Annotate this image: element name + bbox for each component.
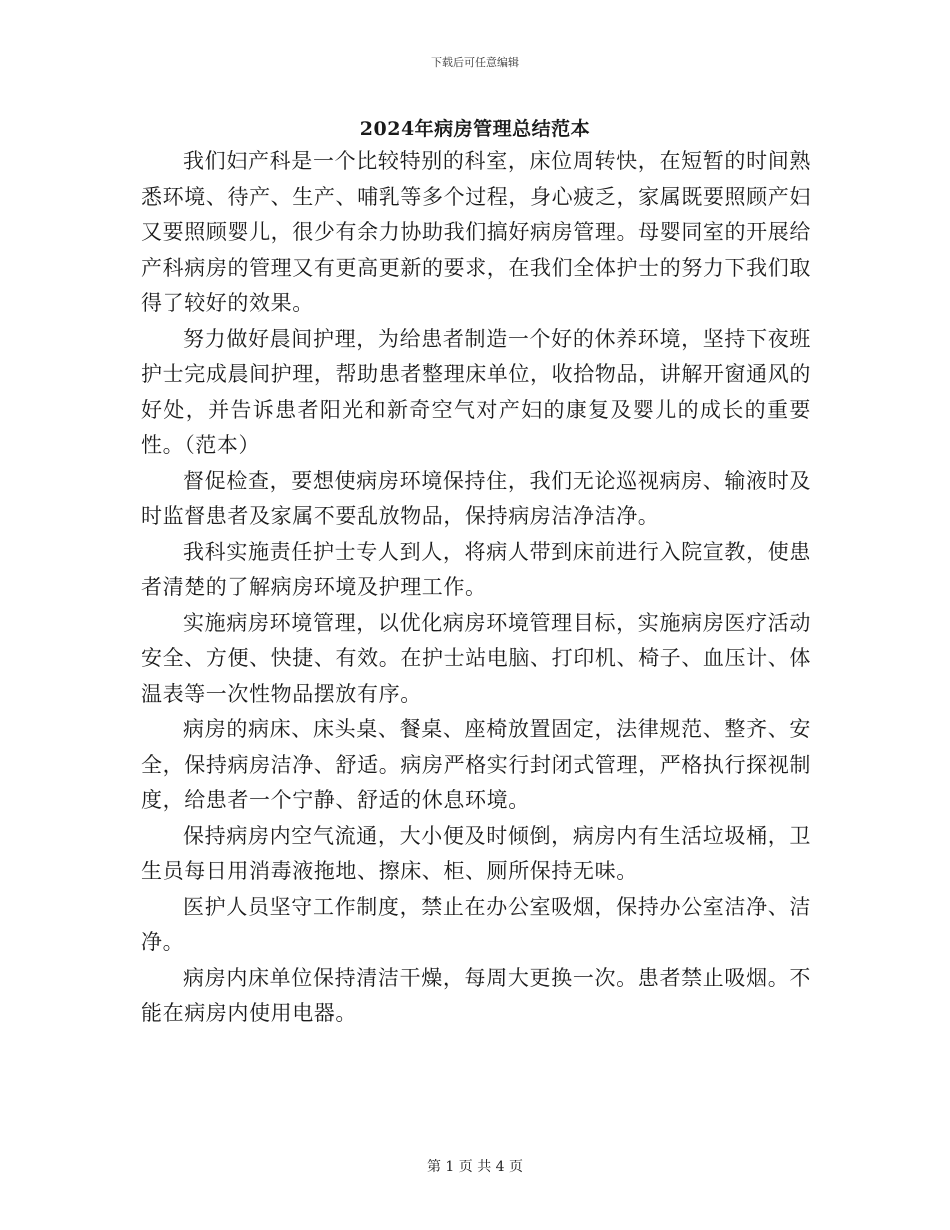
paragraph-3: 督促检查，要想使病房环境保持住，我们无论巡视病房、输液时及时监督患者及家属不要乱放物品，保持病房洁净洁净。 — [141, 468, 811, 528]
document-title: 2024年病房管理总结范本 — [359, 118, 591, 140]
paragraph-4: 我科实施责任护士专人到人，将病人带到床前进行入院宣教，使患者清楚的了解病房环境及护理工作。 — [141, 539, 811, 599]
paragraph-5: 实施病房环境管理，以优化病房环境管理目标，实施病房医疗活动安全、方便、快捷、有效。在护士站电脑、打印机、椅子、血压计、体温表等一次性物品摆放有序。 — [141, 610, 811, 706]
paragraph-1: 我们妇产科是一个比较特别的科室，床位周转快，在短暂的时间熟悉环境、待产、生产、哺乳等多个过程，身心疲乏，家属既要照顾产妇又要照顾婴儿，很少有余力协助我们搞好病房管理。母婴同室的开展给产科病房的管理又有更高更新的要求，在我们全体护士的努力下我们取得了较好的效果。 — [141, 149, 811, 315]
page-footer: 第 1 页 共 4 页 — [426, 1159, 524, 1175]
paragraph-8: 医护人员坚守工作制度，禁止在办公室吸烟，保持办公室洁净、洁净。 — [141, 894, 811, 954]
paragraph-9: 病房内床单位保持清洁干燥，每周大更换一次。患者禁止吸烟。不能在病房内使用电器。 — [141, 965, 811, 1025]
document-body — [141, 144, 811, 1032]
paragraph-6: 病房的病床、床头桌、餐桌、座椅放置固定，法律规范、整齐、安全，保持病房洁净、舒适。病房严格实行封闭式管理，严格执行探视制度，给患者一个宁静、舒适的休息环境。 — [141, 717, 811, 812]
paragraph-2: 努力做好晨间护理，为给患者制造一个好的休养环境，坚持下夜班护士完成晨间护理，帮助患者整理床单位，收拾物品，讲解开窗通风的好处，并告诉患者阳光和新奇空气对产妇的康复及婴儿的成长的重要性。（范本） — [141, 326, 811, 457]
header-note: 下载后可任意编辑 — [431, 56, 519, 69]
paragraph-7: 保持病房内空气流通，大小便及时倾倒，病房内有生活垃圾桶，卫生员每日用消毒液拖地、擦床、柜、厕所保持无味。 — [141, 823, 811, 883]
